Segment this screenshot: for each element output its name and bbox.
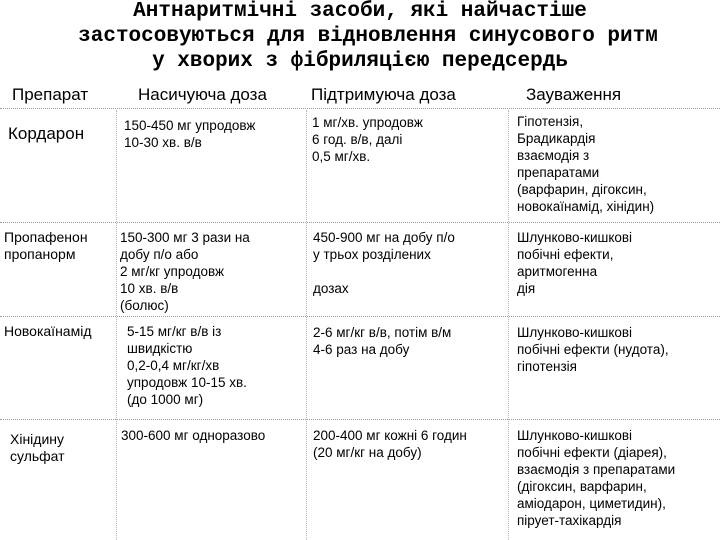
cell-maintenance-dose: 1 мг/хв. упродовж 6 год. в/в, далі 0,5 мг/хв. — [312, 115, 423, 164]
cell-maintenance-dose: 200-400 мг кожні 6 годин (20 мг/кг на добу) — [313, 428, 467, 460]
cell-drug: Хінідину сульфат — [10, 431, 65, 464]
page-title-line-3: у хворих з фібриляцією передсердь — [152, 50, 568, 73]
row-divider-3 — [0, 419, 720, 420]
cell-notes: Гіпотензія, Брадикардія взаємодія з препаратами (варфарин, дігоксин, новокаїнамід, хінідин) — [517, 114, 655, 214]
cell-loading-dose: 300-600 мг одноразово — [121, 428, 266, 443]
cell-drug: Пропафенон пропанорм — [4, 229, 88, 262]
page-title-line-2: застосовуються для відновлення синусового ритм — [78, 25, 658, 48]
header-loading-dose: Насичуюча доза — [138, 85, 267, 104]
cell-notes: Шлунково-кишкові побічні ефекти (діарея), взаємодія з препаратами (дігоксин, варфарин, аміодарон, циметидин), пірует-тахікардія — [517, 428, 676, 528]
column-divider-1 — [116, 110, 117, 540]
cell-maintenance-dose: 2-6 мг/кг в/в, потім в/м 4-6 раз на добу — [313, 325, 452, 357]
cell-loading-dose: 150-450 мг упродовж 10-30 хв. в/в — [124, 118, 256, 150]
row-divider-2 — [0, 316, 720, 317]
row-divider-1 — [0, 222, 720, 223]
header-drug: Препарат — [12, 85, 89, 104]
page-title-line-1: Антнаритмічні засоби, які найчастіше — [133, 0, 587, 23]
header-notes: Зауваження — [526, 85, 622, 104]
cell-maintenance-dose: 450-900 мг на добу п/о у трьох розділених дозах — [313, 230, 455, 296]
cell-notes: Шлунково-кишкові побічні ефекти, аритмогенна дія — [517, 230, 633, 296]
cell-drug: Кордарон — [8, 124, 85, 143]
cell-notes: Шлунково-кишкові побічні ефекти (нудота), гіпотензія — [517, 325, 669, 374]
header-divider — [0, 108, 720, 109]
header-maintenance-dose: Підтримуюча доза — [311, 85, 456, 104]
column-divider-3 — [508, 110, 509, 540]
column-divider-2 — [306, 110, 307, 540]
cell-loading-dose: 5-15 мг/кг в/в із швидкістю 0,2-0,4 мг/кг/хв упродовж 10-15 хв. (до 1000 мг) — [127, 324, 247, 407]
cell-loading-dose: 150-300 мг 3 рази на добу п/о або 2 мг/кг упродовж 10 хв. в/в (болюс) — [120, 230, 250, 313]
cell-drug: Новокаїнамід — [4, 323, 92, 339]
